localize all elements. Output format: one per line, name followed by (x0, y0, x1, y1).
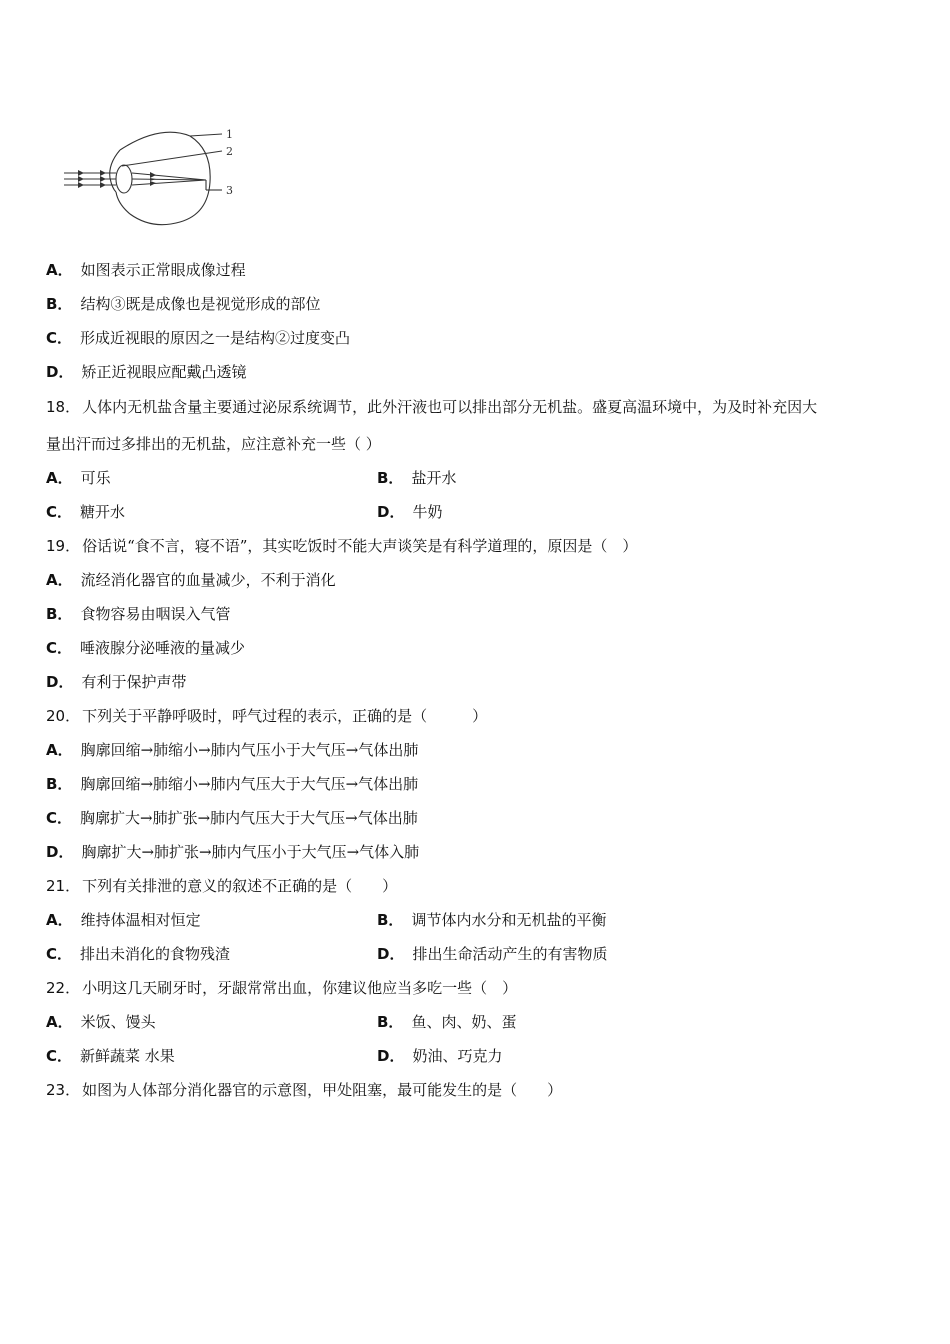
option-letter: B． (46, 295, 73, 313)
option-text: 胸廓回缩→肺缩小→肺内气压小于大气压→气体出肺 (80, 741, 419, 759)
option-letter: D． (377, 1047, 405, 1065)
q22-option-b (377, 1012, 516, 1032)
eyeball-outline (116, 132, 210, 224)
leader-line-1 (190, 134, 222, 136)
q19-option-c (46, 638, 245, 658)
option-text: 唾液腺分泌唾液的量减少 (80, 639, 246, 657)
option-letter: C． (46, 945, 73, 963)
q21-options-row2 (46, 944, 608, 964)
arrow-head (78, 176, 84, 182)
q19-option-a (46, 570, 336, 590)
option-text: 排出未消化的食物残渣 (80, 945, 231, 963)
option-text: 如图表示正常眼成像过程 (80, 261, 246, 279)
option-text: 米饭、馒头 (80, 1013, 156, 1031)
q18-options-row2 (46, 502, 443, 522)
q19-option-b (46, 604, 230, 624)
question-stem: 下列有关排泄的意义的叙述不正确的是（ ） (82, 877, 398, 895)
q21-options-row1 (46, 910, 607, 930)
option-text: 鱼、肉、奶、蛋 (411, 1013, 517, 1031)
option-letter: A． (46, 741, 73, 759)
option-letter: D． (46, 363, 74, 381)
option-text: 形成近视眼的原因之一是结构②过度变凸 (80, 329, 351, 347)
option-letter: B． (46, 775, 73, 793)
q20-option-c (46, 808, 418, 828)
q17-option-a (46, 260, 246, 280)
arrow-head (78, 182, 84, 188)
option-text: 调节体内水分和无机盐的平衡 (411, 911, 607, 929)
q17-option-c (46, 328, 350, 348)
option-letter: B． (377, 911, 404, 929)
figure-label-3: 3 (226, 184, 233, 197)
option-letter: A． (46, 261, 73, 279)
option-text: 有利于保护声带 (81, 673, 187, 691)
q20-stem (46, 706, 487, 726)
q22-options-row2 (46, 1046, 503, 1066)
option-letter: D． (46, 673, 74, 691)
option-text: 牛奶 (412, 503, 443, 521)
q19-stem (46, 536, 637, 556)
q18-option-b (377, 468, 456, 488)
option-text: 食物容易由咽误入气管 (80, 605, 231, 623)
q17-option-d (46, 362, 246, 382)
q18-option-d (377, 502, 442, 522)
option-letter: D． (377, 503, 405, 521)
option-letter: B． (377, 1013, 404, 1031)
option-text: 可乐 (80, 469, 111, 487)
option-text: 排出生命活动产生的有害物质 (412, 945, 608, 963)
q20-option-d (46, 842, 419, 862)
question-stem: 下列关于平静呼吸时，呼气过程的表示，正确的是（ ） (82, 707, 488, 725)
arrow-head (100, 182, 106, 188)
option-text: 胸廓扩大→肺扩张→肺内气压小于大气压→气体入肺 (81, 843, 420, 861)
option-letter: A． (46, 571, 73, 589)
option-letter: B． (377, 469, 404, 487)
arrow-head (100, 176, 106, 182)
arrow-head (100, 170, 106, 176)
figure-label-1: 1 (226, 128, 233, 141)
option-text: 糖开水 (80, 503, 126, 521)
option-letter: C． (46, 809, 73, 827)
question-stem: 俗话说“食不言，寝不语”，其实吃饭时不能大声谈笑是有科学道理的，原因是（ ） (82, 537, 638, 555)
option-text: 矫正近视眼应配戴凸透镜 (81, 363, 247, 381)
option-text: 流经消化器官的血量减少，不利于消化 (80, 571, 336, 589)
option-text: 盐开水 (411, 469, 457, 487)
arrow-head (150, 172, 156, 178)
question-number: 18． (46, 398, 81, 416)
option-text: 奶油、巧克力 (412, 1047, 503, 1065)
q18-stem-line2 (46, 434, 381, 454)
q23-stem (46, 1080, 562, 1100)
question-number: 19． (46, 537, 81, 555)
q22-option-d (377, 1046, 502, 1066)
question-stem: 小明这几天刷牙时，牙龈常常出血，你建议他应当多吃一些（ ） (82, 979, 518, 997)
question-number: 21． (46, 877, 81, 895)
lens-shape (116, 165, 132, 193)
arrow-head (78, 170, 84, 176)
q19-option-d (46, 672, 186, 692)
eye-diagram-svg (60, 122, 250, 232)
figure-label-2: 2 (226, 145, 233, 158)
option-text: 结构③既是成像也是视觉形成的部位 (80, 295, 321, 313)
eye-diagram (60, 122, 250, 232)
q21-option-d (377, 944, 607, 964)
q18-stem-line1 (46, 397, 817, 417)
q18-options-row1 (46, 468, 457, 488)
option-text: 胸廓回缩→肺缩小→肺内气压大于大气压→气体出肺 (80, 775, 419, 793)
light-ray (132, 180, 206, 185)
option-letter: B． (46, 605, 73, 623)
option-letter: C． (46, 1047, 73, 1065)
q21-option-b (377, 910, 606, 930)
q22-stem (46, 978, 517, 998)
cornea-outline (110, 150, 120, 192)
option-letter: C． (46, 503, 73, 521)
question-stem: 量出汗而过多排出的无机盐，应注意补充一些（ ） (46, 435, 381, 453)
option-letter: C． (46, 639, 73, 657)
q20-option-a (46, 740, 418, 760)
option-letter: A． (46, 1013, 73, 1031)
option-text: 维持体温相对恒定 (80, 911, 201, 929)
question-stem: 人体内无机盐含量主要通过泌尿系统调节，此外汗液也可以排出部分无机盐。盛夏高温环境中，为及时补充因大 (82, 398, 818, 416)
option-letter: C． (46, 329, 73, 347)
question-stem: 如图为人体部分消化器官的示意图，甲处阻塞，最可能发生的是（ ） (82, 1081, 563, 1099)
option-text: 胸廓扩大→肺扩张→肺内气压大于大气压→气体出肺 (80, 809, 418, 827)
q22-options-row1 (46, 1012, 517, 1032)
question-number: 20． (46, 707, 81, 725)
q21-stem (46, 876, 397, 896)
question-number: 22． (46, 979, 81, 997)
q20-option-b (46, 774, 418, 794)
option-letter: A． (46, 469, 73, 487)
option-letter: A． (46, 911, 73, 929)
q17-option-b (46, 294, 320, 314)
question-number: 23． (46, 1081, 81, 1099)
option-letter: D． (46, 843, 74, 861)
option-letter: D． (377, 945, 405, 963)
option-text: 新鲜蔬菜 水果 (80, 1047, 175, 1065)
